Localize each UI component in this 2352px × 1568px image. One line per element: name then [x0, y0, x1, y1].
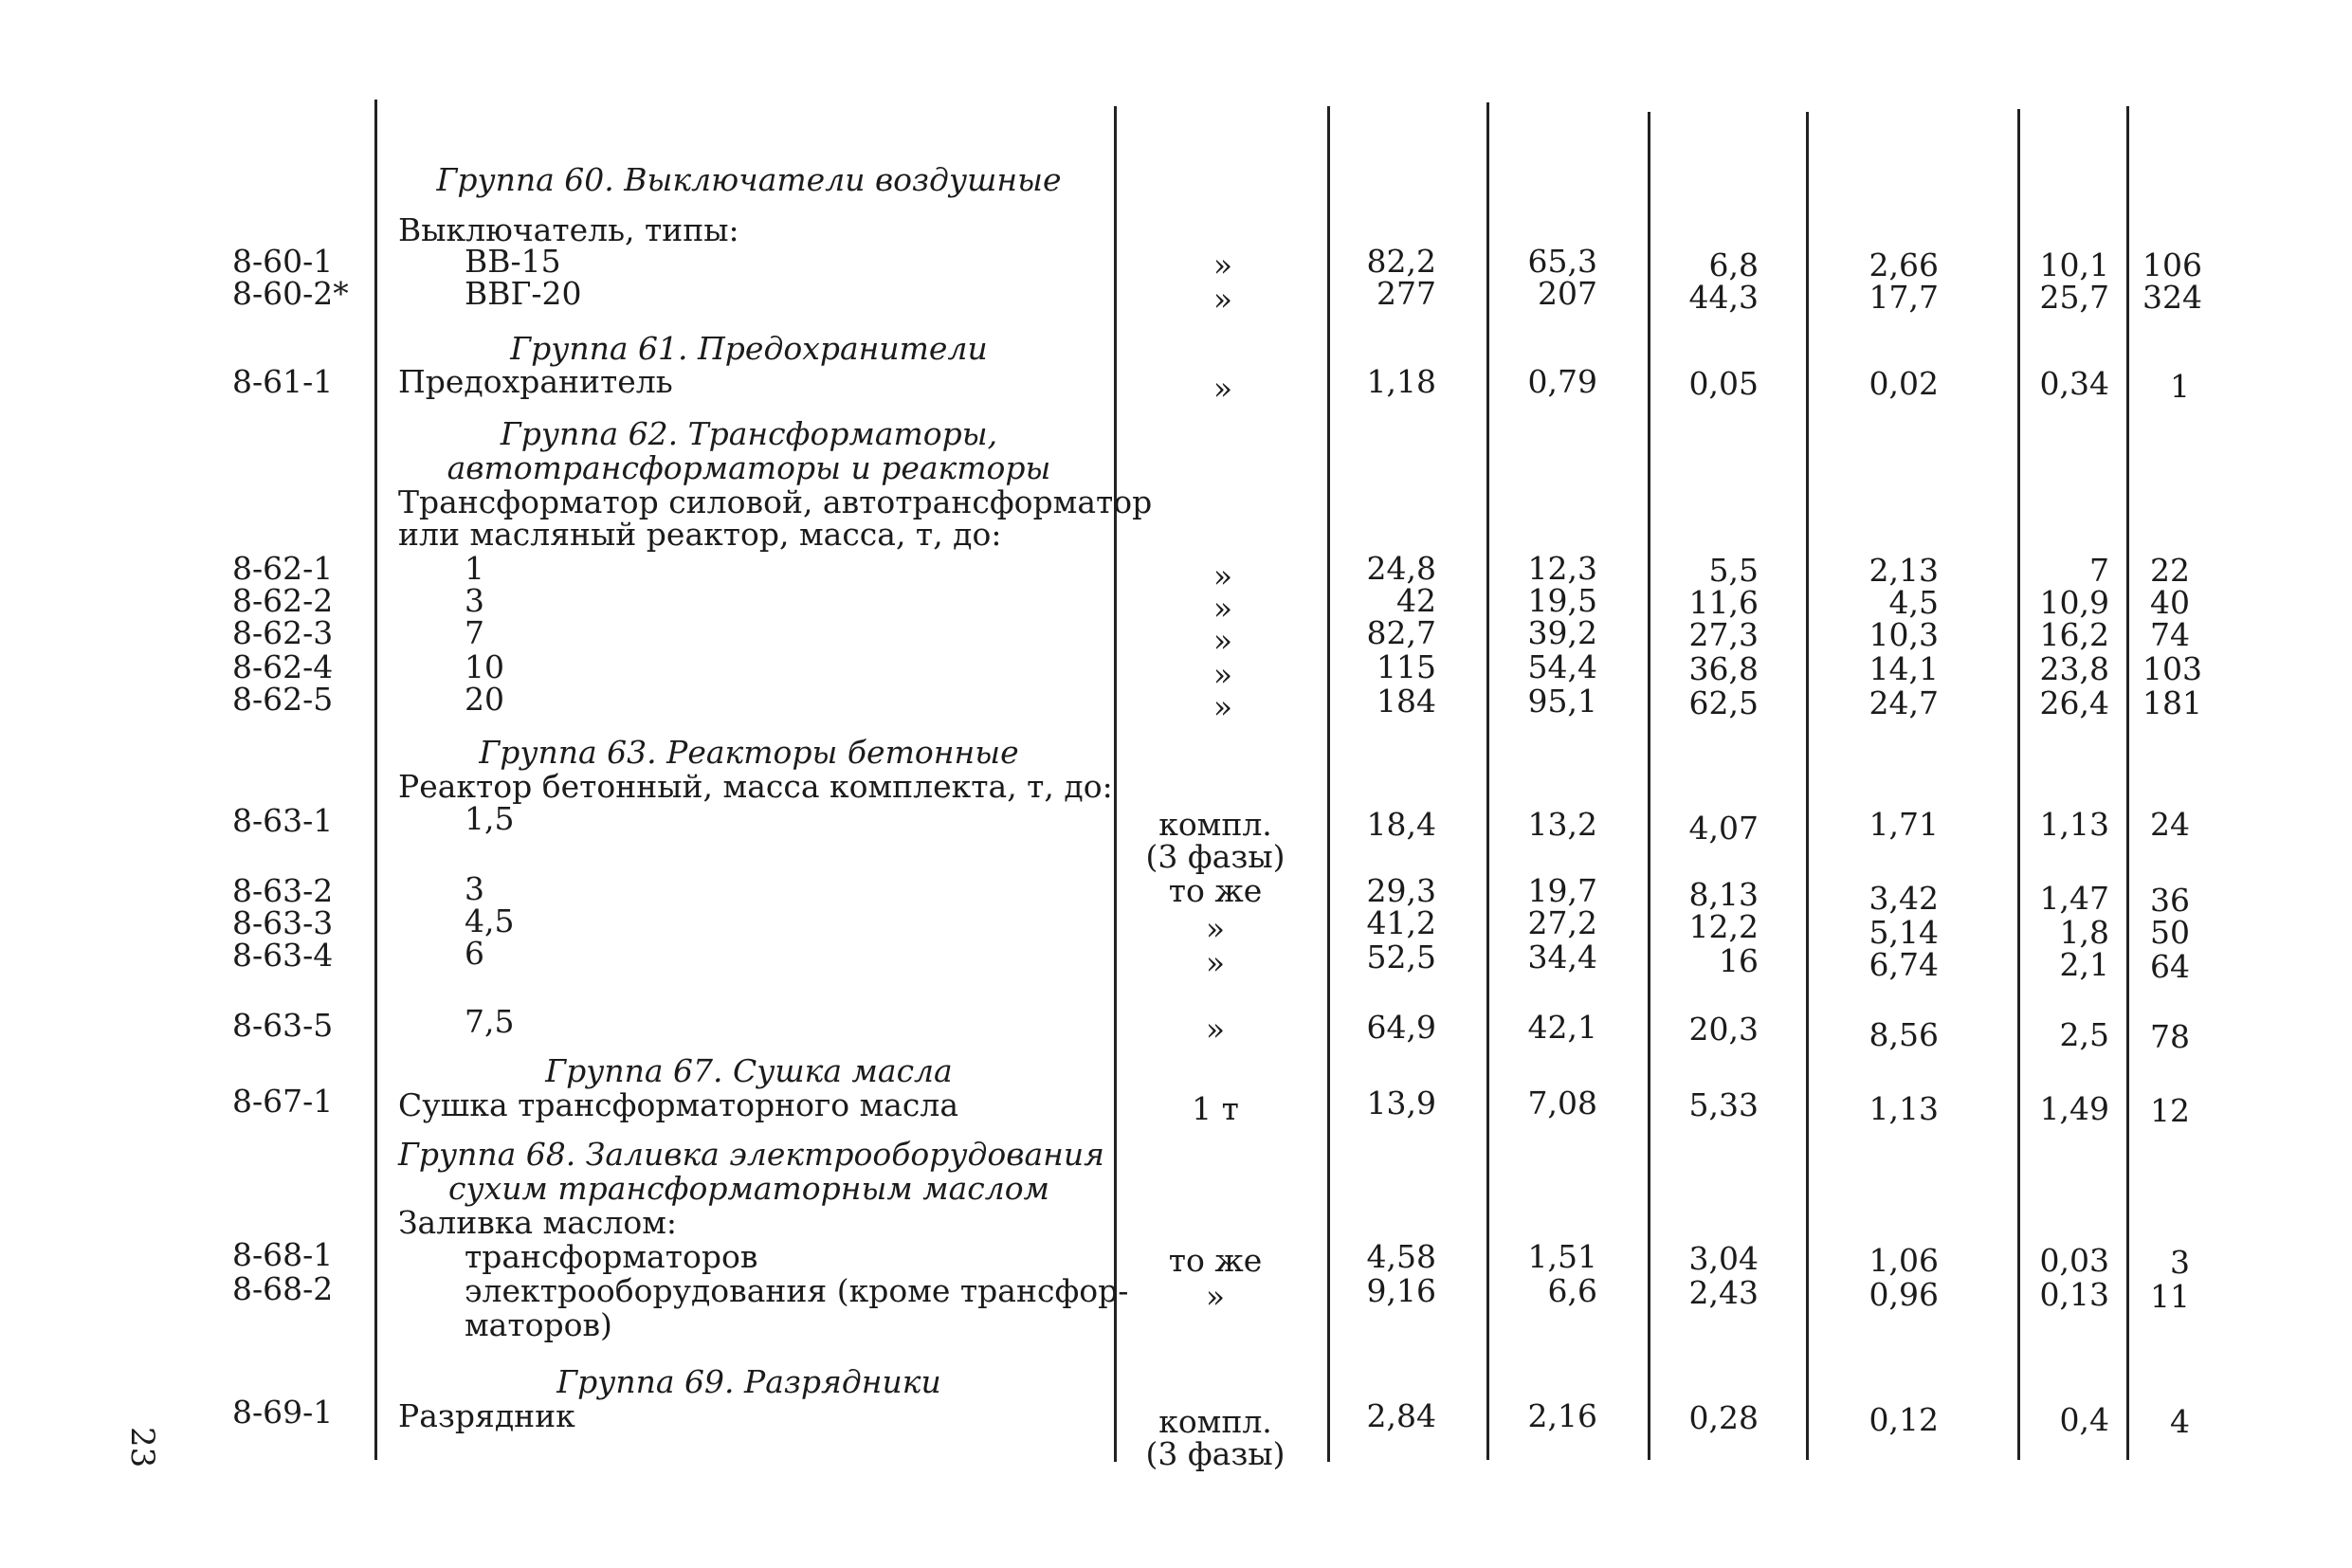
value-cell: 42: [1396, 582, 1436, 619]
value-cell: 20,3: [1688, 1011, 1759, 1048]
group-title: Группа 67. Сушка масла: [545, 1052, 953, 1089]
value-cell: 44,3: [1688, 279, 1759, 316]
row-unit: »: [1212, 656, 1233, 693]
value-cell: 5,33: [1688, 1086, 1759, 1123]
row-unit: (3 фазы): [1145, 838, 1285, 875]
value-cell: 26,4: [2039, 684, 2109, 721]
row-unit: »: [1205, 910, 1226, 947]
value-cell: 62,5: [1688, 684, 1759, 721]
value-cell: 1,13: [2039, 806, 2109, 843]
value-cell: 34,4: [1527, 939, 1597, 975]
value-cell: 0,03: [2039, 1242, 2109, 1279]
value-cell: 13,2: [1527, 806, 1597, 843]
value-cell: 1,71: [1869, 806, 1939, 843]
value-cell: 5,14: [1869, 914, 1939, 951]
row-code: 8-63-3: [232, 904, 334, 941]
value-cell: 1,8: [2059, 914, 2109, 951]
value-cell: 41,2: [1366, 904, 1436, 941]
value-cell: 1,13: [1869, 1090, 1939, 1127]
value-cell: 2,43: [1688, 1274, 1759, 1311]
value-cell: 74: [2150, 616, 2190, 653]
value-cell: 27,3: [1688, 616, 1759, 653]
row-unit: компл.: [1158, 1403, 1272, 1440]
row-code: 8-68-2: [232, 1270, 334, 1307]
value-cell: 0,34: [2039, 365, 2109, 402]
value-cell: 65,3: [1527, 243, 1597, 280]
row-unit: »: [1212, 622, 1233, 659]
row-unit: »: [1212, 688, 1233, 725]
value-cell: 184: [1377, 683, 1436, 720]
column-rule: [374, 100, 377, 1460]
row-name: ВВ-15: [465, 243, 561, 280]
value-cell: 4,5: [1888, 584, 1939, 621]
value-cell: 0,79: [1527, 363, 1597, 400]
row-name: Разрядник: [398, 1397, 575, 1434]
row-unit: то же: [1168, 1242, 1263, 1279]
section-heading: Выключатель, типы:: [398, 211, 739, 248]
value-cell: 6,6: [1547, 1272, 1597, 1309]
value-cell: 1: [2170, 368, 2190, 405]
value-cell: 10,1: [2039, 246, 2109, 283]
value-cell: 36: [2150, 882, 2190, 919]
group-title: автотрансформаторы и реакторы: [447, 449, 1051, 486]
value-cell: 6,8: [1708, 246, 1759, 283]
value-cell: 82,7: [1366, 614, 1436, 651]
value-cell: 2,66: [1869, 246, 1939, 283]
value-cell: 0,12: [1869, 1401, 1939, 1438]
row-name: 3: [465, 582, 484, 619]
value-cell: 0,96: [1869, 1276, 1939, 1313]
row-code: 8-63-5: [232, 1007, 334, 1044]
value-cell: 324: [2142, 279, 2202, 316]
value-cell: 7,08: [1527, 1085, 1597, 1121]
row-code: 8-62-4: [232, 648, 334, 685]
row-name: Предохранитель: [398, 363, 673, 400]
row-code: 8-63-4: [232, 937, 334, 974]
value-cell: 22: [2150, 552, 2190, 589]
value-cell: 2,5: [2059, 1016, 2109, 1053]
value-cell: 1,49: [2039, 1090, 2109, 1127]
row-name: 3: [465, 870, 484, 907]
row-unit: 1 т: [1192, 1090, 1239, 1127]
row-name: 1,5: [465, 800, 515, 837]
value-cell: 1,51: [1527, 1238, 1597, 1275]
value-cell: 78: [2150, 1018, 2190, 1055]
column-rule: [1806, 112, 1809, 1460]
row-name: 1: [465, 550, 484, 587]
value-cell: 1,18: [1366, 363, 1436, 400]
value-cell: 10,9: [2039, 584, 2109, 621]
value-cell: 11: [2150, 1278, 2190, 1315]
column-rule: [2126, 106, 2129, 1460]
row-name: трансформаторов: [465, 1238, 758, 1275]
value-cell: 54,4: [1527, 648, 1597, 685]
row-unit: (3 фазы): [1145, 1435, 1285, 1472]
row-code: 8-61-1: [232, 363, 334, 400]
row-unit: компл.: [1158, 806, 1272, 843]
value-cell: 16: [1719, 942, 1759, 979]
row-code: 8-60-2*: [232, 275, 349, 312]
row-unit: »: [1205, 944, 1226, 981]
value-cell: 207: [1538, 275, 1597, 312]
row-name: 4,5: [465, 903, 515, 939]
group-title: Группа 68. Заливка электрооборудования: [398, 1136, 1104, 1173]
value-cell: 2,84: [1366, 1397, 1436, 1434]
value-cell: 13,9: [1366, 1085, 1436, 1121]
value-cell: 19,5: [1527, 582, 1597, 619]
value-cell: 4,07: [1688, 810, 1759, 847]
row-unit: »: [1212, 246, 1233, 283]
value-cell: 52,5: [1366, 939, 1436, 975]
value-cell: 29,3: [1366, 872, 1436, 909]
value-cell: 115: [1377, 648, 1436, 685]
value-cell: 0,02: [1869, 365, 1939, 402]
value-cell: 3,04: [1688, 1240, 1759, 1277]
group-title: Группа 69. Разрядники: [556, 1363, 941, 1400]
value-cell: 0,05: [1688, 365, 1759, 402]
value-cell: 64,9: [1366, 1009, 1436, 1046]
value-cell: 12,3: [1527, 550, 1597, 587]
value-cell: 1,06: [1869, 1242, 1939, 1279]
value-cell: 3: [2170, 1244, 2190, 1281]
row-unit: »: [1212, 370, 1233, 407]
row-code: 8-60-1: [232, 243, 334, 280]
value-cell: 7: [2089, 552, 2109, 589]
value-cell: 12,2: [1688, 908, 1759, 945]
value-cell: 24: [2150, 806, 2190, 843]
value-cell: 181: [2142, 684, 2202, 721]
value-cell: 18,4: [1366, 806, 1436, 843]
row-code: 8-62-1: [232, 550, 334, 587]
value-cell: 106: [2142, 246, 2202, 283]
value-cell: 23,8: [2039, 650, 2109, 687]
value-cell: 14,1: [1869, 650, 1939, 687]
value-cell: 0,28: [1688, 1399, 1759, 1436]
value-cell: 0,4: [2059, 1401, 2109, 1438]
value-cell: 8,13: [1688, 876, 1759, 913]
row-code: 8-62-5: [232, 681, 334, 718]
value-cell: 17,7: [1869, 279, 1939, 316]
value-cell: 10,3: [1869, 616, 1939, 653]
row-unit: »: [1212, 590, 1233, 627]
value-cell: 16,2: [2039, 616, 2109, 653]
row-unit: »: [1212, 557, 1233, 594]
value-cell: 2,16: [1527, 1397, 1597, 1434]
section-heading: или масляный реактор, масса, т, до:: [398, 516, 1002, 553]
row-name: 10: [465, 648, 504, 685]
value-cell: 3,42: [1869, 880, 1939, 917]
section-heading: Трансформатор силовой, автотрансформатор: [398, 483, 1153, 520]
group-title: Группа 60. Выключатели воздушные: [436, 161, 1062, 198]
value-cell: 4: [2170, 1403, 2190, 1440]
value-cell: 9,16: [1366, 1272, 1436, 1309]
row-code: 8-62-2: [232, 582, 334, 619]
value-cell: 2,1: [2059, 946, 2109, 983]
row-code: 8-67-1: [232, 1083, 334, 1120]
value-cell: 6,74: [1869, 946, 1939, 983]
row-unit: »: [1212, 281, 1233, 318]
value-cell: 50: [2150, 914, 2190, 951]
value-cell: 42,1: [1527, 1009, 1597, 1046]
group-title: сухим трансформаторным маслом: [447, 1170, 1049, 1207]
value-cell: 40: [2150, 584, 2190, 621]
value-cell: 27,2: [1527, 904, 1597, 941]
page-number: 23: [123, 1427, 161, 1468]
value-cell: 1,47: [2039, 880, 2109, 917]
value-cell: 25,7: [2039, 279, 2109, 316]
value-cell: 4,58: [1366, 1238, 1436, 1275]
group-title: Группа 61. Предохранители: [510, 330, 988, 367]
row-name: электрооборудования (кроме трансфор-: [465, 1272, 1129, 1309]
row-unit: »: [1205, 1278, 1226, 1315]
value-cell: 12: [2150, 1092, 2190, 1129]
group-title: Группа 62. Трансформаторы,: [500, 415, 998, 452]
value-cell: 19,7: [1527, 872, 1597, 909]
value-cell: 8,56: [1869, 1016, 1939, 1053]
row-name: 6: [465, 935, 484, 972]
row-name: ВВГ-20: [465, 275, 582, 312]
value-cell: 24,8: [1366, 550, 1436, 587]
section-heading: Реактор бетонный, масса комплекта, т, до:: [398, 768, 1113, 805]
value-cell: 39,2: [1527, 614, 1597, 651]
row-unit: »: [1205, 1011, 1226, 1048]
row-code: 8-69-1: [232, 1394, 334, 1431]
value-cell: 103: [2142, 650, 2202, 687]
row-code: 8-63-2: [232, 872, 334, 909]
value-cell: 11,6: [1688, 584, 1759, 621]
row-name: 7,5: [465, 1003, 515, 1040]
value-cell: 5,5: [1708, 552, 1759, 589]
value-cell: 2,13: [1869, 552, 1939, 589]
value-cell: 0,13: [2039, 1276, 2109, 1313]
row-unit: то же: [1168, 872, 1263, 909]
column-rule: [1114, 106, 1117, 1462]
value-cell: 64: [2150, 948, 2190, 985]
row-code: 8-63-1: [232, 802, 334, 839]
section-heading: Заливка маслом:: [398, 1204, 678, 1241]
group-title: Группа 63. Реакторы бетонные: [479, 734, 1019, 771]
value-cell: 36,8: [1688, 650, 1759, 687]
row-name: 20: [465, 681, 504, 718]
row-name: 7: [465, 614, 484, 651]
value-cell: 277: [1377, 275, 1436, 312]
value-cell: 95,1: [1527, 683, 1597, 720]
row-name: маторов): [465, 1306, 612, 1343]
value-cell: 24,7: [1869, 684, 1939, 721]
row-name: Сушка трансформаторного масла: [398, 1086, 959, 1123]
row-code: 8-68-1: [232, 1236, 334, 1273]
row-code: 8-62-3: [232, 614, 334, 651]
value-cell: 82,2: [1366, 243, 1436, 280]
